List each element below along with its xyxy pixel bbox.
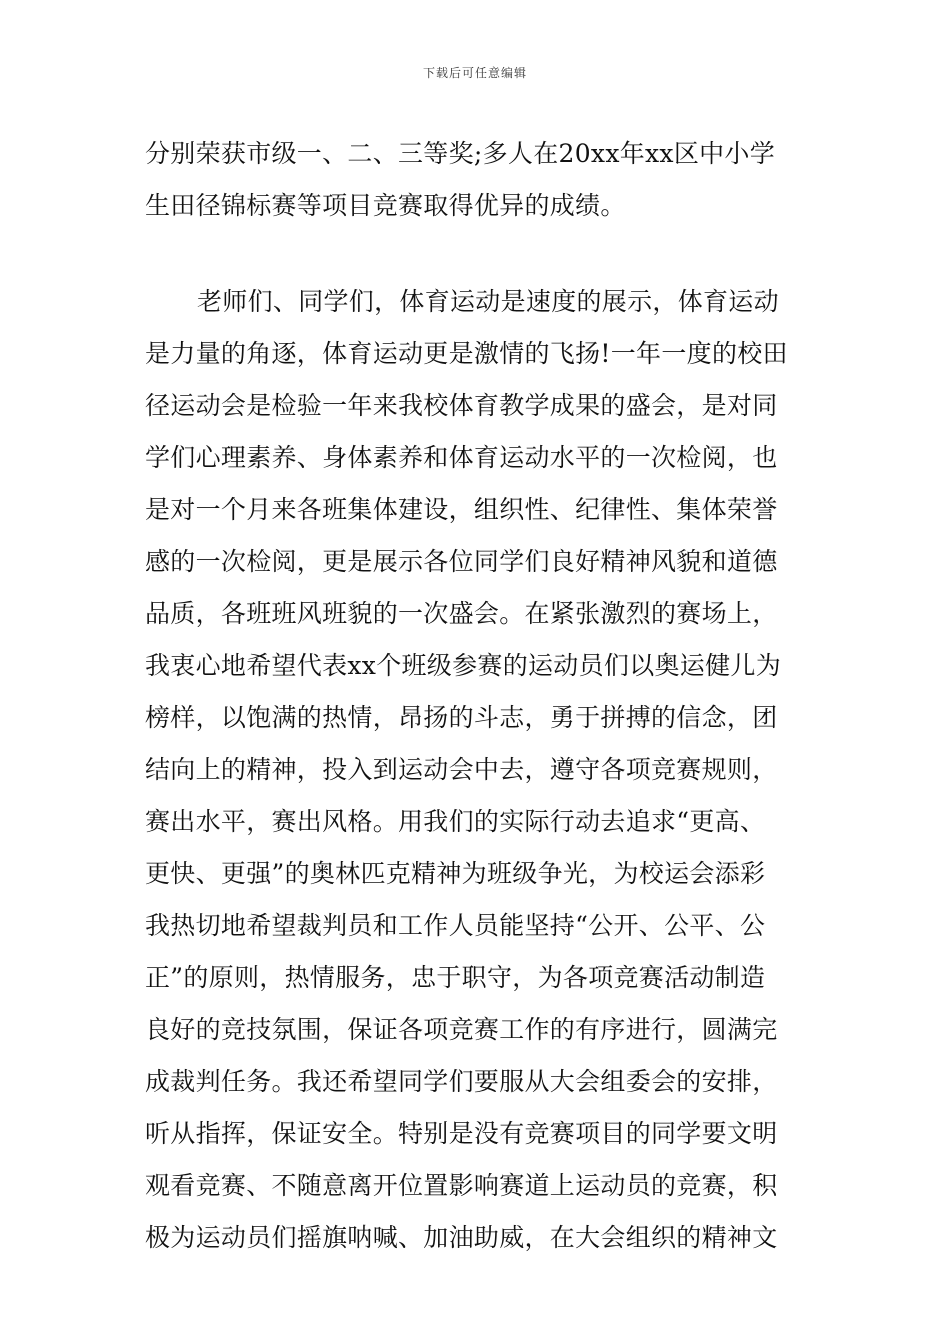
text-line: 结向上的精神，投入到运动会中去，遵守各项竞赛规则， — [145, 755, 778, 784]
text-line: 正”的原则，热情服务，忠于职守，为各项竞赛活动制造 — [145, 963, 766, 992]
page-header: 下载后可任意编辑 — [422, 66, 527, 80]
text-line: 成裁判任务。我还希望同学们要服从大会组委会的安排， — [145, 1067, 778, 1096]
text-line: 感的一次检阅，更是展示各位同学们良好精神风貌和道德 — [145, 547, 778, 576]
text-line: 更快、更强”的奥林匹克精神为班级争光，为校运会添彩 — [145, 859, 766, 888]
text-line: 良好的竞技氛围，保证各项竞赛工作的有序进行，圆满完 — [145, 1015, 778, 1044]
text-line: 我衷心地希望代表xx个班级参赛的运动员们以奥运健儿为 — [145, 651, 782, 680]
text-line: 生田径锦标赛等项目竞赛取得优异的成绩。 — [145, 191, 626, 220]
text-line: 赛出水平，赛出风格。用我们的实际行动去追求“更高、 — [145, 807, 766, 836]
text-line: 榜样，以饱满的热情，昂扬的斗志，勇于拼搏的信念，团 — [145, 703, 778, 732]
text-line: 分别荣获市级一、二、三等奖;多人在20xx年xx区中小学 — [145, 139, 776, 168]
text-line: 观看竞赛、不随意离开位置影响赛道上运动员的竞赛，积 — [145, 1171, 778, 1200]
text-line: 径运动会是检验一年来我校体育教学成果的盛会，是对同 — [145, 391, 778, 420]
text-line: 听从指挥，保证安全。特别是没有竞赛项目的同学要文明 — [145, 1119, 778, 1148]
paragraph-speech — [145, 276, 810, 1264]
text-line: 我热切地希望裁判员和工作人员能坚持“公开、公平、公 — [145, 911, 766, 940]
text-line: 极为运动员们摇旗呐喊、加油助威，在大会组织的精神文 — [145, 1223, 778, 1252]
text-line: 是对一个月来各班集体建设，组织性、纪律性、集体荣誉 — [145, 495, 778, 524]
text-line: 品质，各班班风班貌的一次盛会。在紧张激烈的赛场上， — [145, 599, 778, 628]
text-line: 老师们、同学们，体育运动是速度的展示，体育运动 — [197, 287, 779, 316]
text-line: 学们心理素养、身体素养和体育运动水平的一次检阅，也 — [145, 443, 778, 472]
paragraph-awards — [145, 128, 810, 232]
text-line: 是力量的角逐，体育运动更是激情的飞扬!一年一度的校田 — [145, 339, 788, 368]
